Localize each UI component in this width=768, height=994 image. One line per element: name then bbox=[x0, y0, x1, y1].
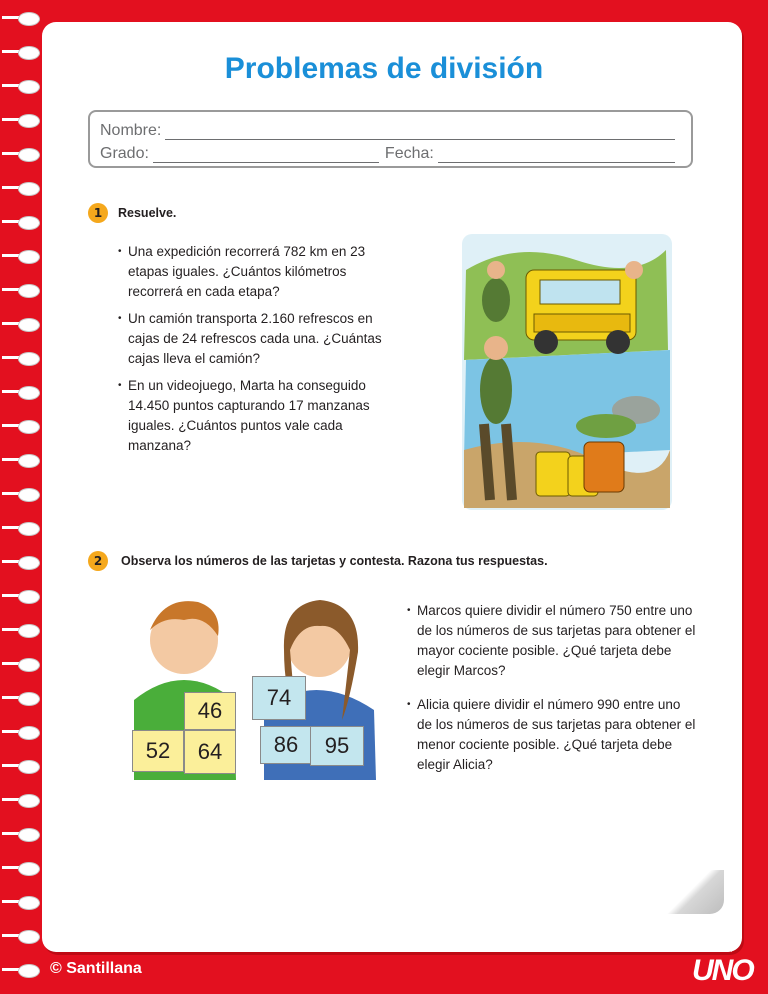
binding-ring bbox=[2, 556, 40, 568]
binding-ring bbox=[2, 624, 40, 636]
binding-ring bbox=[2, 488, 40, 500]
uno-logo bbox=[692, 948, 753, 990]
question-item: • Marcos quiere dividir el número 750 entre uno de los números de sus tarjetas para obtener el mayor cociente posible. ¿Qué tarjeta debe elegir Marcos? bbox=[407, 601, 697, 681]
binding-ring bbox=[2, 828, 40, 840]
grado-fecha-row bbox=[100, 141, 675, 163]
binding-ring bbox=[2, 658, 40, 670]
section-1-heading: Resuelve. bbox=[118, 206, 177, 220]
section-2-badge: 2 bbox=[88, 551, 108, 571]
binding-ring bbox=[2, 250, 40, 262]
nombre-row bbox=[100, 118, 675, 140]
binding-ring bbox=[2, 148, 40, 160]
binding-ring bbox=[2, 522, 40, 534]
grado-label: Grado: bbox=[100, 145, 149, 162]
section-2-items bbox=[407, 601, 697, 782]
binding-ring bbox=[2, 930, 40, 942]
number-card: 74 bbox=[252, 676, 306, 720]
number-card: 64 bbox=[184, 730, 236, 774]
number-card: 46 bbox=[184, 692, 236, 730]
section-1-items bbox=[118, 242, 388, 463]
logo-small-text: SISTEMA bbox=[704, 948, 733, 954]
section-1-badge: 1 bbox=[88, 203, 108, 223]
binding-ring bbox=[2, 182, 40, 194]
binding-ring bbox=[2, 420, 40, 432]
spiral-binding bbox=[0, 0, 42, 994]
question-item: • Alicia quiere dividir el número 990 entre uno de los números de sus tarjetas para obtener el menor cociente posible. ¿Qué tarjeta debe elegir Alicia? bbox=[407, 695, 697, 775]
binding-ring bbox=[2, 692, 40, 704]
binding-ring bbox=[2, 318, 40, 330]
binding-ring bbox=[2, 760, 40, 772]
section-2-heading: Observa los números de las tarjetas y contesta. Razona tus respuestas. bbox=[121, 554, 548, 568]
expedition-illustration bbox=[456, 230, 678, 512]
binding-ring bbox=[2, 896, 40, 908]
grado-field[interactable] bbox=[153, 147, 379, 163]
binding-ring bbox=[2, 284, 40, 296]
number-card: 95 bbox=[310, 726, 364, 766]
binding-ring bbox=[2, 590, 40, 602]
name-box bbox=[88, 110, 693, 168]
question-item: • En un videojuego, Marta ha conseguido 14.450 puntos capturando 17 manzanas iguales. ¿Cuántos puntos vale cada manzana? bbox=[118, 376, 388, 456]
binding-ring bbox=[2, 794, 40, 806]
binding-ring bbox=[2, 454, 40, 466]
logo-text: UNO bbox=[692, 954, 753, 987]
binding-ring bbox=[2, 964, 40, 976]
question-item: • Un camión transporta 2.160 refrescos en cajas de 24 refrescos cada una. ¿Cuántas cajas lleva el camión? bbox=[118, 309, 388, 369]
number-card: 86 bbox=[260, 726, 312, 764]
binding-ring bbox=[2, 352, 40, 364]
question-item: • Una expedición recorrerá 782 km en 23 etapas iguales. ¿Cuántos kilómetros recorrerá en cada etapa? bbox=[118, 242, 388, 302]
binding-ring bbox=[2, 12, 40, 24]
nombre-field[interactable] bbox=[165, 124, 675, 140]
copyright-text: © Santillana bbox=[50, 960, 142, 977]
binding-ring bbox=[2, 862, 40, 874]
binding-ring bbox=[2, 216, 40, 228]
nombre-label: Nombre: bbox=[100, 122, 162, 139]
binding-ring bbox=[2, 114, 40, 126]
fecha-field[interactable] bbox=[438, 147, 675, 163]
fecha-label: Fecha: bbox=[384, 145, 434, 162]
page-title: Problemas de división bbox=[224, 52, 544, 85]
page-curl bbox=[664, 870, 724, 914]
binding-ring bbox=[2, 386, 40, 398]
binding-ring bbox=[2, 726, 40, 738]
number-card: 52 bbox=[132, 730, 184, 772]
